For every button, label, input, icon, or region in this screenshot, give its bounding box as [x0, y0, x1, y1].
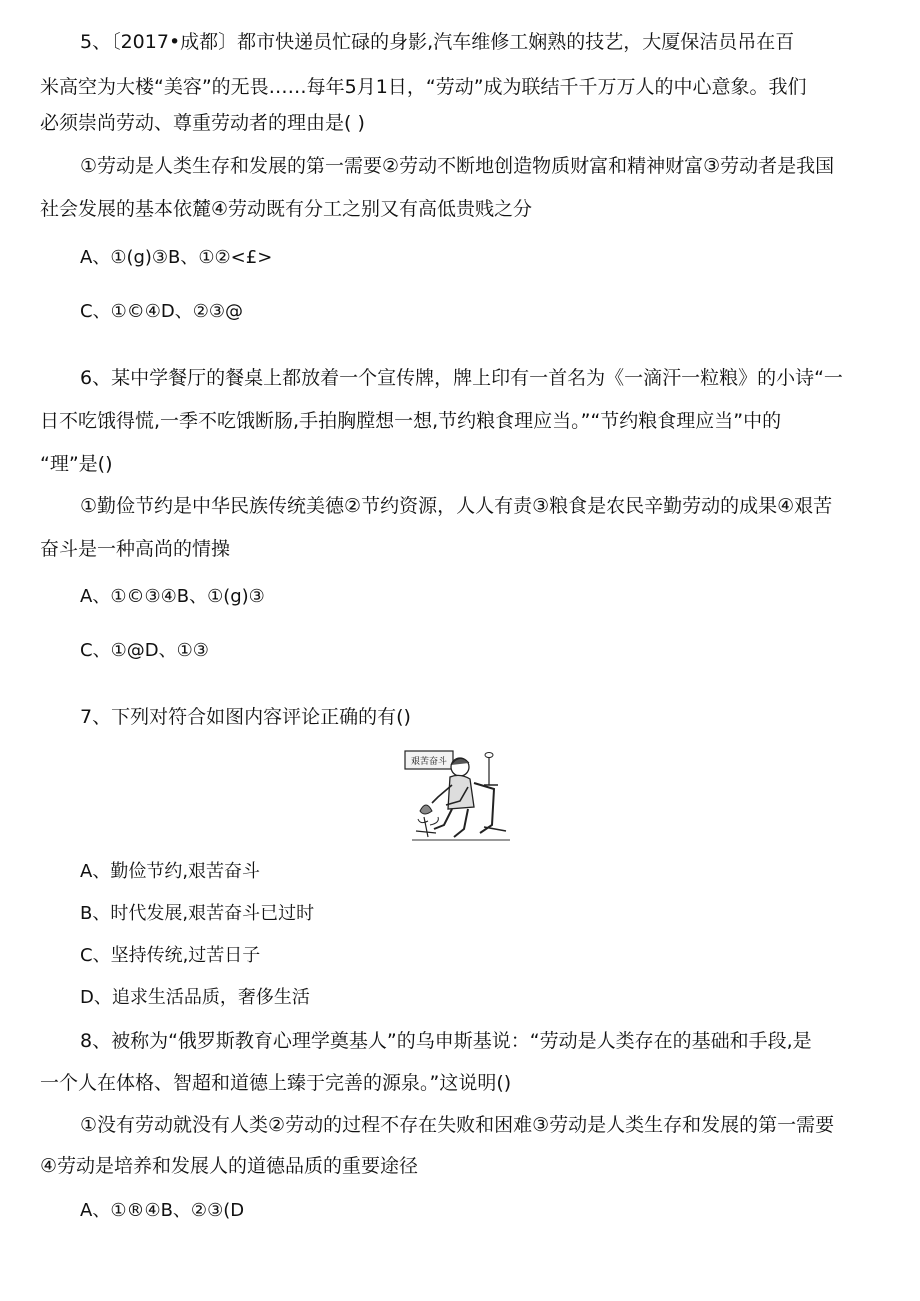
q6-stem-line-2: 日不吃饿得慌,一季不吃饿断肠,手拍胸膛想一想,节约粮食理应当。”“节约粮食理应当”中的: [40, 410, 782, 432]
figure-sign-text: 艰苦奋斗: [410, 757, 448, 767]
cartoon-drawing: [402, 745, 518, 845]
q8-stem-line-2: 一个人在体格、智超和道德上臻于完善的源泉。”这说明(): [40, 1072, 512, 1094]
q8-statements-line-2: ④劳动是培养和发展人的道德品质的重要途径: [40, 1155, 419, 1177]
q8-stem-line-1: 8、被称为“俄罗斯教育心理学奠基人”的乌申斯基说：“劳动是人类存在的基础和手段,是: [80, 1030, 812, 1052]
q7-option-c: C、坚持传统,过苦日子: [80, 945, 261, 966]
q7-option-b: B、时代发展,艰苦奋斗已过时: [80, 903, 315, 924]
q6-statements-line-1: ①勤俭节约是中华民族传统美德②节约资源，人人有责③粮食是农民辛勤劳动的成果④艰苦: [80, 495, 833, 517]
q7-option-d: D、追求生活品质，奢侈生活: [80, 987, 310, 1008]
q6-stem-line-3: “理”是(): [40, 453, 113, 475]
q5-stem-line-3: 必须崇尚劳动、尊重劳动者的理由是( ): [40, 112, 365, 134]
q6-options-cd: C、①@D、①③: [80, 640, 209, 661]
q5-statements-line-2: 社会发展的基本依麓④劳动既有分工之别又有高低贵贱之分: [40, 198, 533, 220]
q5-stem-line-2: 米高空为大楼“美容”的无畏……每年5月1日，“劳动”成为联结千千万万人的中心意象。我们: [40, 76, 807, 98]
q6-options-ab: A、①©③④B、①(g)③: [80, 586, 265, 607]
q6-statements-line-2: 奋斗是一种高尚的情操: [40, 538, 231, 560]
q5-stem-line-1: 5、〔2017•成都〕都市快递员忙碌的身影,汽车维修工娴熟的技艺，大厦保洁员吊在百: [80, 31, 795, 53]
q5-options-cd: C、①©④D、②③@: [80, 301, 243, 322]
q5-statements-line-1: ①劳动是人类生存和发展的第一需要②劳动不断地创造物质财富和精神财富③劳动者是我国: [80, 155, 835, 177]
q8-options-ab: A、①®④B、②③(D: [80, 1200, 245, 1221]
cartoon-illustration: [402, 745, 518, 845]
q6-stem-line-1: 6、某中学餐厅的餐桌上都放着一个宣传牌，牌上印有一首名为《一滴汗一粒粮》的小诗“一: [80, 367, 843, 389]
q8-statements-line-1: ①没有劳动就没有人类②劳动的过程不存在失败和困难③劳动是人类生存和发展的第一需要: [80, 1114, 835, 1136]
q5-options-ab: A、①(g)③B、①②<£>: [80, 247, 273, 268]
q7-option-a: A、勤俭节约,艰苦奋斗: [80, 861, 261, 882]
q7-stem: 7、下列对符合如图内容评论正确的有(): [80, 706, 411, 728]
